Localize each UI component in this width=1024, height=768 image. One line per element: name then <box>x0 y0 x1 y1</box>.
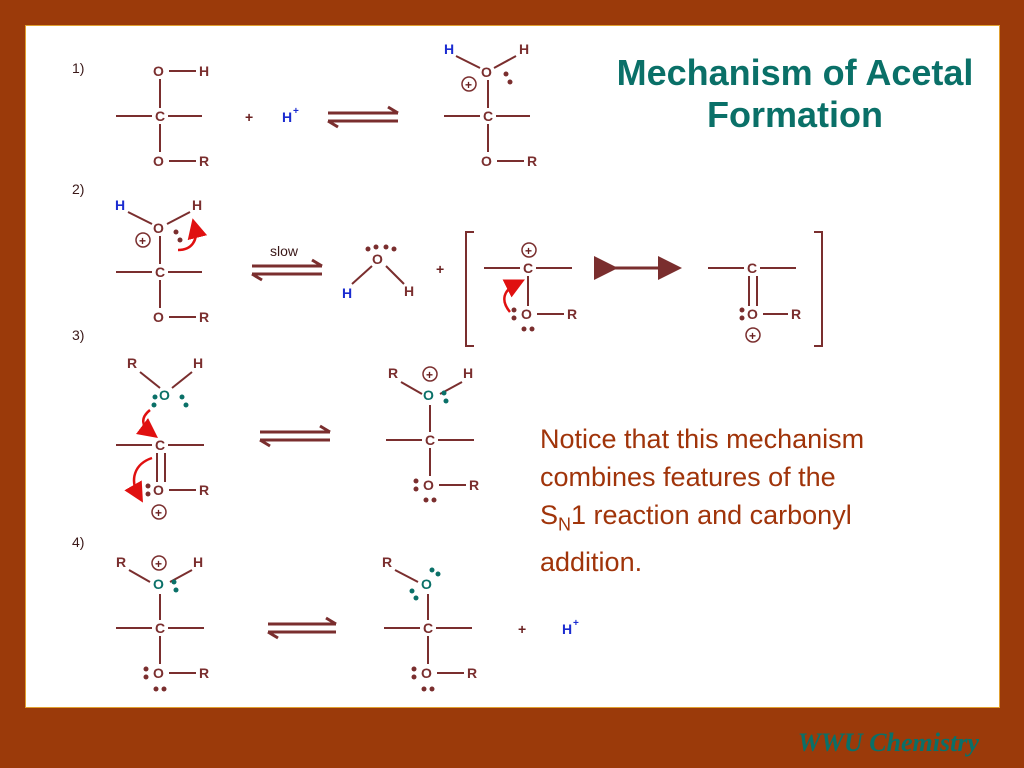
svg-text:H: H <box>199 63 210 79</box>
svg-text:+: + <box>155 557 163 571</box>
step-1-label: 1) <box>72 60 85 76</box>
svg-text:O: O <box>521 306 532 322</box>
svg-text:H: H <box>115 197 126 213</box>
svg-text:O: O <box>481 153 492 169</box>
svg-text:+: + <box>465 78 473 92</box>
svg-text:C: C <box>425 432 436 448</box>
svg-text:O: O <box>423 477 434 493</box>
plus-sign: + <box>518 621 527 637</box>
svg-text:C: C <box>423 620 434 636</box>
plus-sign: + <box>436 261 445 277</box>
step-3-label: 3) <box>72 327 85 343</box>
svg-text:+: + <box>426 368 434 382</box>
svg-text:O: O <box>159 387 170 403</box>
svg-text:R: R <box>527 153 538 169</box>
svg-text:O: O <box>153 309 164 325</box>
svg-text:R: R <box>469 477 480 493</box>
notice-line-2: combines features of the <box>540 462 836 492</box>
svg-text:H: H <box>282 109 293 125</box>
notice-line-3: $S_N1$ reaction and carbonyl <box>540 500 852 535</box>
slide-title <box>590 52 1000 136</box>
svg-text:O: O <box>153 482 164 498</box>
svg-text:R: R <box>199 309 210 325</box>
svg-text:H: H <box>562 621 573 637</box>
resonance-bracket <box>466 232 822 346</box>
equilibrium-arrow <box>268 618 336 638</box>
step-4-label: 4) <box>72 534 85 550</box>
equilibrium-arrow <box>328 107 398 127</box>
title-text: Mechanism of Acetal Formation <box>616 52 974 135</box>
slow-label: slow <box>270 243 299 259</box>
svg-text:+: + <box>749 329 757 343</box>
notice-line-4: addition. <box>540 547 643 578</box>
svg-text:H: H <box>404 283 415 299</box>
svg-text:C: C <box>483 108 494 124</box>
svg-text:R: R <box>567 306 578 322</box>
svg-text:+: + <box>155 506 163 520</box>
svg-text:O: O <box>421 665 432 681</box>
svg-text:R: R <box>467 665 478 681</box>
step-3-oxocarbenium <box>116 437 209 520</box>
step-2-label: 2) <box>72 181 85 197</box>
svg-text:+: + <box>525 244 533 258</box>
equilibrium-arrow <box>260 426 330 446</box>
notice-text <box>540 420 980 581</box>
plus-sign: + <box>245 109 254 125</box>
step-3-alcohol <box>127 355 203 432</box>
svg-text:H: H <box>519 41 530 57</box>
svg-text:O: O <box>423 387 434 403</box>
svg-text:H: H <box>444 41 455 57</box>
svg-text:O: O <box>747 306 758 322</box>
step-1-reactant <box>116 63 209 169</box>
svg-text:H: H <box>463 365 474 381</box>
svg-text:R: R <box>199 482 210 498</box>
svg-text:O: O <box>153 665 164 681</box>
svg-text:C: C <box>747 260 758 276</box>
svg-text:O: O <box>153 63 164 79</box>
svg-text:H: H <box>342 285 353 301</box>
svg-text:R: R <box>791 306 802 322</box>
svg-text:R: R <box>382 554 393 570</box>
svg-text:R: R <box>127 355 138 371</box>
svg-text:O: O <box>421 576 432 592</box>
svg-text:O: O <box>153 576 164 592</box>
svg-text:R: R <box>116 554 127 570</box>
svg-text:R: R <box>199 665 210 681</box>
svg-text:C: C <box>155 437 166 453</box>
svg-text:O: O <box>372 251 383 267</box>
oxocarbenium <box>708 260 801 343</box>
svg-text:O: O <box>153 153 164 169</box>
svg-text:+: + <box>139 234 147 248</box>
equilibrium-arrow-slow <box>252 260 322 280</box>
svg-text:C: C <box>155 620 166 636</box>
svg-text:C: C <box>523 260 534 276</box>
step-2-reactant <box>115 197 209 325</box>
svg-text:O: O <box>481 64 492 80</box>
proton <box>562 618 579 637</box>
svg-text:R: R <box>388 365 399 381</box>
step-4-reactant <box>116 554 209 692</box>
svg-text:H: H <box>193 355 204 371</box>
water-molecule <box>342 245 414 302</box>
notice-line-1: Notice that this mechanism <box>540 424 865 454</box>
svg-text:+: + <box>293 106 299 117</box>
acetal-product <box>382 554 477 692</box>
svg-text:R: R <box>199 153 210 169</box>
svg-text:O: O <box>153 220 164 236</box>
svg-text:C: C <box>155 264 166 280</box>
svg-text:H: H <box>192 197 203 213</box>
svg-text:C: C <box>155 108 166 124</box>
step-1-product <box>444 41 537 169</box>
svg-text:+: + <box>573 618 579 629</box>
svg-text:H: H <box>193 554 204 570</box>
proton <box>282 106 299 125</box>
carbocation <box>484 243 577 332</box>
footer-credit: WWU Chemistry <box>797 728 979 757</box>
step-3-product <box>386 365 479 503</box>
